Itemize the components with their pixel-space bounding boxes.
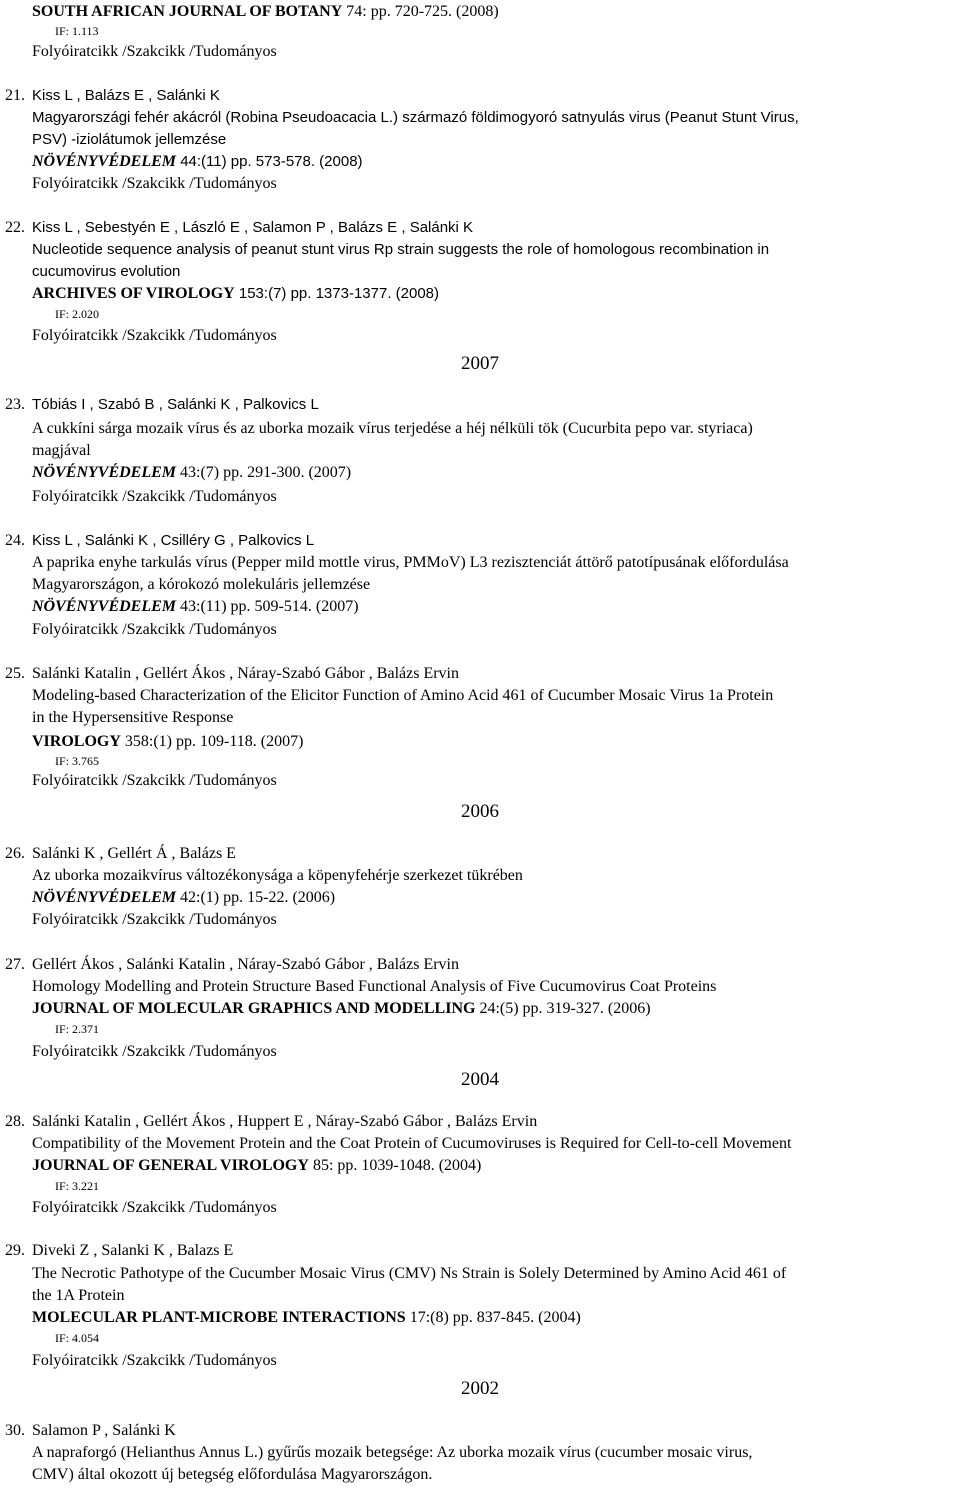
entry-citation xyxy=(32,998,651,1020)
entry-title-line: in the Hypersensitive Response xyxy=(32,709,234,726)
journal-name: JOURNAL OF MOLECULAR GRAPHICS AND MODELLING xyxy=(32,1000,476,1017)
entry-authors: Gellért Ákos , Salánki Katalin , Náray-Szabó Gábor , Balázs Ervin xyxy=(32,956,459,973)
entry-citation xyxy=(32,283,439,305)
citation-ref: 43:(11) pp. 509-514. (2007) xyxy=(176,598,359,615)
entry-citation xyxy=(32,731,303,753)
citation-ref: 43:(7) pp. 291-300. (2007) xyxy=(176,464,352,481)
entry-number: 23. xyxy=(5,396,25,413)
entry-authors: Salánki Katalin , Gellért Ákos , Huppert E , Náray-Szabó Gábor , Balázs Ervin xyxy=(32,1113,538,1130)
citation-ref: 44:(11) pp. 573-578. (2008) xyxy=(176,153,363,170)
entry-number: 25. xyxy=(5,665,25,682)
journal-name: ARCHIVES OF VIROLOGY xyxy=(32,285,235,302)
entry-title-line: the 1A Protein xyxy=(32,1287,125,1304)
impact-factor: IF: 4.054 xyxy=(55,1331,100,1345)
entry-citation xyxy=(32,1155,481,1177)
publication-type: Folyóiratcikk /Szakcikk /Tudományos xyxy=(32,1199,277,1216)
journal-name: MOLECULAR PLANT-MICROBE INTERACTIONS xyxy=(32,1309,406,1326)
entry-authors: Kiss L , Balázs E , Salánki K xyxy=(32,87,220,104)
citation-ref: 85: pp. 1039-1048. (2004) xyxy=(308,1157,482,1174)
journal-name: NÖVÉNYVÉDELEM xyxy=(32,598,177,615)
entry-title-line: A paprika enyhe tarkulás vírus (Pepper mild mottle virus, PMMoV) L3 rezisztenciát áttörő patotípusának előfordulása xyxy=(32,554,789,571)
entry-title-line: Modeling-based Characterization of the Elicitor Function of Amino Acid 461 of Cucumber Mosaic Virus 1a Protein xyxy=(32,687,774,704)
entry-title-line: Magyarországi fehér akácról (Robina Pseudoacacia L.) származó földimogyoró satnyulás virus (Peanut Stunt Virus, xyxy=(32,109,799,126)
impact-factor: IF: 2.020 xyxy=(55,307,100,321)
entry-citation xyxy=(32,1307,581,1329)
entry-citation xyxy=(32,462,351,484)
citation-ref: 42:(1) pp. 15-22. (2006) xyxy=(176,889,336,906)
header-citation xyxy=(32,1,499,23)
entry-authors: Tóbiás I , Szabó B , Salánki K , Palkovics L xyxy=(32,396,319,413)
entry-number: 22. xyxy=(5,219,25,236)
entry-title-line: Compatibility of the Movement Protein and the Coat Protein of Cucumoviruses is Required for Cell-to-cell Movement xyxy=(32,1135,792,1152)
entry-title-line: magjával xyxy=(32,442,91,459)
citation-ref: 153:(7) pp. 1373-1377. (2008) xyxy=(234,285,440,302)
entry-citation xyxy=(32,151,363,173)
citation-ref: 17:(8) pp. 837-845. (2004) xyxy=(405,1309,581,1326)
entry-title-line: Az uborka mozaikvírus változékonysága a köpenyfehérje szerkezet tükrében xyxy=(32,867,523,884)
entry-title-line: Magyarországon, a kórokozó molekuláris jellemzése xyxy=(32,576,371,593)
entry-citation xyxy=(32,596,359,618)
impact-factor: IF: 2.371 xyxy=(55,1022,100,1036)
entry-title-line: A napraforgó (Helianthus Annus L.) gyűrűs mozaik betegsége: Az uborka mozaik vírus (cucumber mosaic virus, xyxy=(32,1444,753,1461)
publication-type: Folyóiratcikk /Szakcikk /Tudományos xyxy=(32,621,277,638)
journal-name: NÖVÉNYVÉDELEM xyxy=(32,889,177,906)
entry-authors: Kiss L , Sebestyén E , László E , Salamon P , Balázs E , Salánki K xyxy=(32,219,474,236)
citation-ref: 358:(1) pp. 109-118. (2007) xyxy=(120,733,304,750)
entry-authors: Salamon P , Salánki K xyxy=(32,1422,176,1439)
entry-authors: Kiss L , Salánki K , Csilléry G , Palkovics L xyxy=(32,532,315,549)
citation-ref: 24:(5) pp. 319-327. (2006) xyxy=(475,1000,651,1017)
journal-name: NÖVÉNYVÉDELEM xyxy=(32,153,177,170)
year-heading: 2004 xyxy=(461,1069,499,1090)
entry-title-line: A cukkíni sárga mozaik vírus és az uborka mozaik vírus terjedése a héj nélküli tök (Cucurbita pepo var. styriaca) xyxy=(32,420,753,437)
entry-number: 30. xyxy=(5,1422,25,1439)
entry-number: 28. xyxy=(5,1113,25,1130)
entry-authors: Diveki Z , Salanki K , Balazs E xyxy=(32,1242,234,1259)
journal-name: JOURNAL OF GENERAL VIROLOGY xyxy=(32,1157,309,1174)
journal-name: VIROLOGY xyxy=(32,733,121,750)
impact-factor: IF: 3.221 xyxy=(55,1179,100,1193)
entry-number: 24. xyxy=(5,532,25,549)
impact-factor: IF: 3.765 xyxy=(55,754,100,768)
entry-citation xyxy=(32,887,335,909)
year-heading: 2007 xyxy=(461,353,499,374)
entry-title-line: PSV) -iziolátumok jellemzése xyxy=(32,131,227,148)
publication-type: Folyóiratcikk /Szakcikk /Tudományos xyxy=(32,327,277,344)
impact-factor: IF: 1.113 xyxy=(55,24,99,38)
entry-authors: Salánki Katalin , Gellért Ákos , Náray-Szabó Gábor , Balázs Ervin xyxy=(32,665,459,682)
publication-type: Folyóiratcikk /Szakcikk /Tudományos xyxy=(32,911,277,928)
entry-title-line: Homology Modelling and Protein Structure Based Functional Analysis of Five Cucumovirus Coat Proteins xyxy=(32,978,717,995)
publication-type: Folyóiratcikk /Szakcikk /Tudományos xyxy=(32,772,277,789)
entry-title-line: cucumovirus evolution xyxy=(32,263,181,280)
entry-number: 29. xyxy=(5,1242,25,1259)
entry-authors: Salánki K , Gellért Á , Balázs E xyxy=(32,845,236,862)
citation-ref: 74: pp. 720-725. (2008) xyxy=(342,3,499,20)
publication-type: Folyóiratcikk /Szakcikk /Tudományos xyxy=(32,1352,277,1369)
entry-number: 21. xyxy=(5,87,25,104)
year-heading: 2002 xyxy=(461,1378,499,1399)
entry-number: 26. xyxy=(5,845,25,862)
publication-type: Folyóiratcikk /Szakcikk /Tudományos xyxy=(32,488,277,505)
entry-title-line: The Necrotic Pathotype of the Cucumber Mosaic Virus (CMV) Ns Strain is Solely Determined by Amino Acid 461 of xyxy=(32,1265,787,1282)
entry-number: 27. xyxy=(5,956,25,973)
journal-name: SOUTH AFRICAN JOURNAL OF BOTANY xyxy=(32,3,343,20)
publication-type: Folyóiratcikk /Szakcikk /Tudományos xyxy=(32,43,277,60)
journal-name: NÖVÉNYVÉDELEM xyxy=(32,464,177,481)
publication-type: Folyóiratcikk /Szakcikk /Tudományos xyxy=(32,175,277,192)
publication-type: Folyóiratcikk /Szakcikk /Tudományos xyxy=(32,1043,277,1060)
year-heading: 2006 xyxy=(461,801,499,822)
entry-title-line: CMV) által okozott új betegség előfordulása Magyarországon. xyxy=(32,1466,433,1483)
entry-title-line: Nucleotide sequence analysis of peanut stunt virus Rp strain suggests the role of homologous recombination in xyxy=(32,241,770,258)
